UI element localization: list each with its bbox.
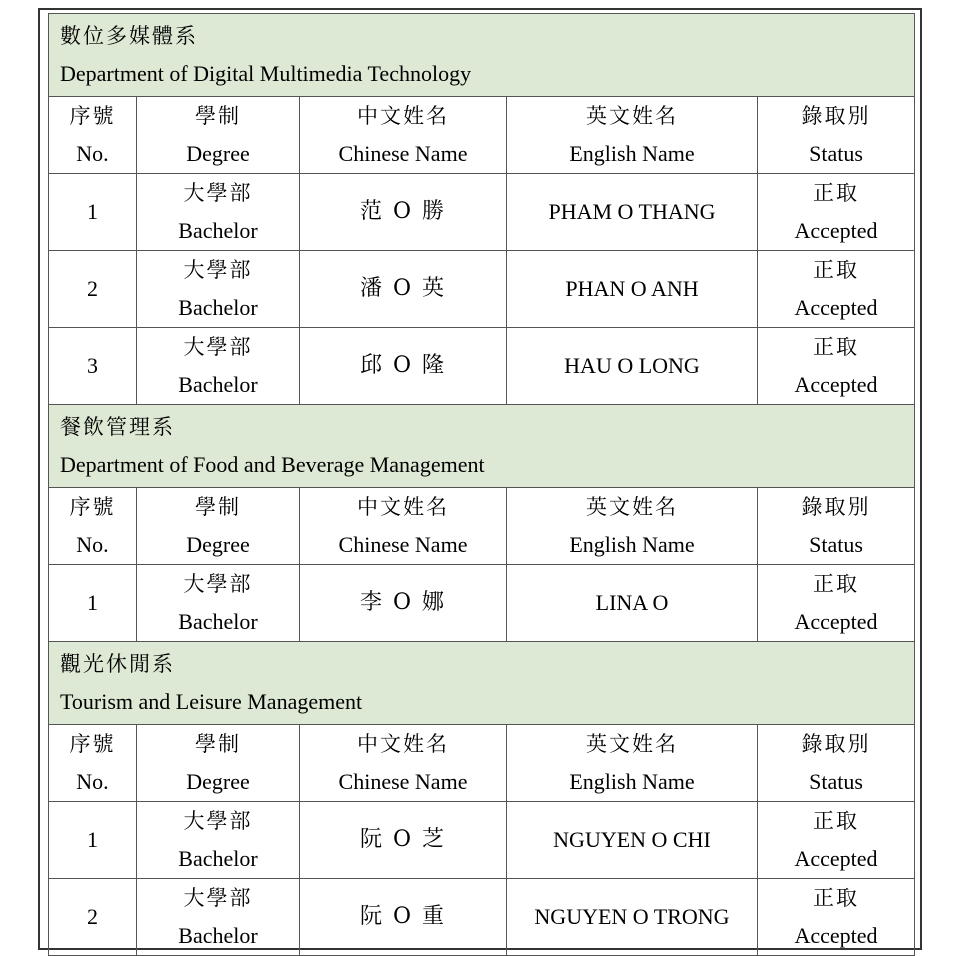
department-name-zh: 數位多媒體系 [60, 24, 198, 48]
department-header-row [49, 405, 915, 488]
cell-status: 正取 Accepted [758, 565, 915, 642]
cell-status: 正取 Accepted [758, 879, 915, 956]
department-name-en: Department of Food and Beverage Management [60, 452, 485, 477]
cell-chinese-name: 阮 O 芝 [300, 802, 507, 879]
column-header-degree: 學制 Degree [137, 725, 300, 802]
column-header-status: 錄取別 Status [758, 97, 915, 174]
cell-chinese-name: 邱 O 隆 [300, 328, 507, 405]
cell-chinese-name: 李 O 娜 [300, 565, 507, 642]
cell-english-name: NGUYEN O CHI [507, 802, 758, 879]
cell-status: 正取 Accepted [758, 174, 915, 251]
column-header-chinese-name: 中文姓名 Chinese Name [300, 725, 507, 802]
table-row [49, 802, 915, 879]
cell-chinese-name: 范 O 勝 [300, 174, 507, 251]
table-row [49, 565, 915, 642]
department-title-cell [49, 405, 915, 488]
column-header-status: 錄取別 Status [758, 725, 915, 802]
column-header-degree: 學制 Degree [137, 488, 300, 565]
department-name-en: Tourism and Leisure Management [60, 689, 363, 714]
column-header-english-name: 英文姓名 English Name [507, 725, 758, 802]
cell-english-name: HAU O LONG [507, 328, 758, 405]
column-header-english-name: 英文姓名 English Name [507, 488, 758, 565]
cell-no: 2 [49, 879, 137, 956]
department-name-en: Department of Digital Multimedia Technology [60, 61, 472, 86]
table-row [49, 174, 915, 251]
cell-degree: 大學部 Bachelor [137, 328, 300, 405]
column-header-no: 序號 No. [49, 725, 137, 802]
cell-no: 3 [49, 328, 137, 405]
department-name-zh: 餐飲管理系 [60, 415, 175, 439]
table-row [49, 251, 915, 328]
column-header-degree: 學制 Degree [137, 97, 300, 174]
department-header-row [49, 14, 915, 97]
cell-english-name: LINA O [507, 565, 758, 642]
cell-no: 2 [49, 251, 137, 328]
cell-no: 1 [49, 565, 137, 642]
admission-table [48, 13, 915, 956]
table-row [49, 879, 915, 956]
cell-degree: 大學部 Bachelor [137, 174, 300, 251]
column-header-no: 序號 No. [49, 488, 137, 565]
cell-degree: 大學部 Bachelor [137, 251, 300, 328]
column-header-status: 錄取別 Status [758, 488, 915, 565]
cell-degree: 大學部 Bachelor [137, 565, 300, 642]
column-header-english-name: 英文姓名 English Name [507, 97, 758, 174]
cell-degree: 大學部 Bachelor [137, 879, 300, 956]
column-header-no: 序號 No. [49, 97, 137, 174]
cell-english-name: PHAM O THANG [507, 174, 758, 251]
cell-degree: 大學部 Bachelor [137, 802, 300, 879]
cell-status: 正取 Accepted [758, 802, 915, 879]
department-header-row [49, 642, 915, 725]
column-header-chinese-name: 中文姓名 Chinese Name [300, 488, 507, 565]
column-header-row [49, 488, 915, 565]
column-header-row [49, 97, 915, 174]
cell-status: 正取 Accepted [758, 328, 915, 405]
department-title-cell [49, 14, 915, 97]
cell-english-name: PHAN O ANH [507, 251, 758, 328]
cell-chinese-name: 潘 O 英 [300, 251, 507, 328]
cell-no: 1 [49, 802, 137, 879]
column-header-chinese-name: 中文姓名 Chinese Name [300, 97, 507, 174]
cell-english-name: NGUYEN O TRONG [507, 879, 758, 956]
cell-chinese-name: 阮 O 重 [300, 879, 507, 956]
cell-status: 正取 Accepted [758, 251, 915, 328]
cell-no: 1 [49, 174, 137, 251]
table-row [49, 328, 915, 405]
admission-table-body [49, 14, 915, 956]
department-name-zh: 觀光休閒系 [60, 652, 175, 676]
department-title-cell [49, 642, 915, 725]
column-header-row [49, 725, 915, 802]
